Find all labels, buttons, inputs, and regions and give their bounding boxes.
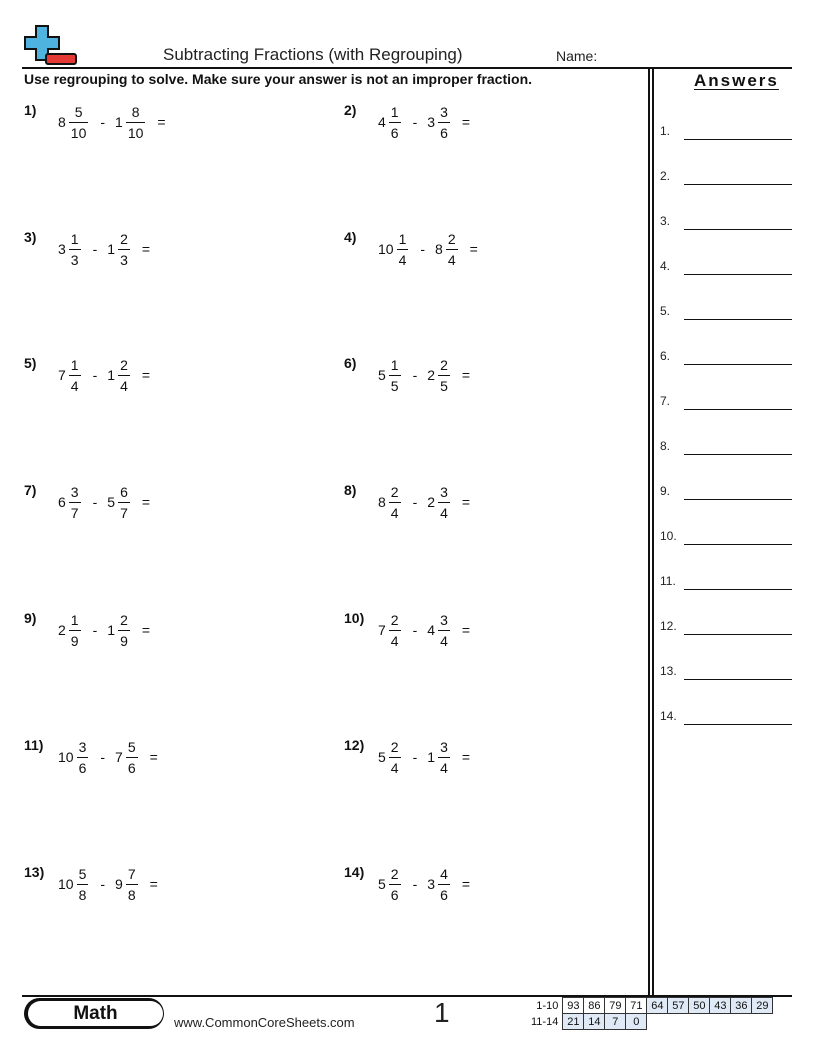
answer-number: 11. [660,574,676,588]
equals-sign: = [461,622,471,638]
problem-item [344,610,644,660]
answer-blank-line[interactable] [684,454,792,455]
problem-expression [378,864,470,904]
score-cell: 93 [563,998,584,1014]
answer-row [660,300,792,320]
answer-row [660,255,792,275]
score-cell: 7 [605,1014,626,1030]
denominator: 7 [118,502,130,520]
fraction [118,358,130,393]
answer-number: 1. [660,124,671,138]
divider-line [652,67,654,996]
fraction [438,358,450,393]
fraction [69,232,81,267]
score-cell: 86 [584,998,605,1014]
score-cell: 36 [731,998,752,1014]
score-table [528,997,773,1030]
numerator: 3 [440,611,448,628]
problem-number: 13) [24,864,45,880]
numerator: 1 [390,103,399,120]
denominator: 5 [438,375,450,393]
equals-sign: = [461,876,471,892]
answer-row [660,345,792,365]
answer-row [660,660,792,680]
answer-blank-line[interactable] [684,544,792,545]
name-label: Name: [556,48,598,64]
numerator: 2 [390,611,399,628]
numerator: 1 [390,356,399,373]
score-cell: 29 [752,998,773,1014]
minus-sign: - [420,241,426,257]
answer-number: 7. [660,394,671,408]
problem-number: 9) [24,610,37,626]
whole-number: 8 [58,114,66,130]
minus-sign: - [412,494,418,510]
fraction [69,105,89,140]
answers-heading: Answers [694,71,779,90]
numerator: 1 [398,230,407,247]
whole-number: 4 [427,622,436,638]
whole-number: 2 [427,367,436,383]
fraction [438,105,450,140]
score-cell: 14 [584,1014,605,1030]
score-range-label: 1-10 [536,999,559,1012]
score-row [528,998,773,1014]
answer-row [660,435,792,455]
problem-number: 12) [344,737,365,753]
problem-number: 7) [24,482,37,498]
denominator: 6 [438,122,450,140]
numerator: 2 [390,483,399,500]
denominator: 6 [438,884,450,902]
worksheet-title: Subtracting Fractions (with Regrouping) [163,45,463,64]
problem-expression [378,355,470,395]
answer-number: 3. [660,214,671,228]
denominator: 4 [389,630,401,648]
problem-number: 14) [344,864,365,880]
score-cell: 21 [563,1014,584,1030]
answer-number: 6. [660,349,671,363]
answer-number: 4. [660,259,671,273]
whole-number: 6 [58,494,66,510]
numerator: 1 [70,356,79,373]
answer-blank-line[interactable] [684,679,792,680]
numerator: 1 [70,230,79,247]
problem-expression [378,482,470,522]
answer-blank-line[interactable] [684,364,792,365]
fraction [118,613,130,648]
denominator: 6 [126,757,138,775]
minus-sign: - [92,622,98,638]
fraction [389,358,401,393]
whole-number: 9 [115,876,123,892]
equals-sign: = [461,114,471,130]
equals-sign: = [157,114,166,130]
denominator: 4 [389,502,401,520]
answer-number: 8. [660,439,671,453]
page-number: 1 [434,997,450,1028]
subject-label: Math [28,1001,163,1026]
fraction [389,867,401,902]
whole-number: 1 [107,622,116,638]
minus-sign: - [412,114,418,130]
problem-number: 3) [24,229,37,245]
denominator: 4 [438,630,450,648]
score-cell: 64 [647,998,668,1014]
denominator: 6 [389,122,401,140]
problem-expression [378,102,470,142]
answer-row [660,210,792,230]
denominator: 3 [69,249,81,267]
numerator: 5 [78,865,87,882]
numerator: 3 [440,483,448,500]
problem-expression [58,610,150,650]
problem-expression [58,229,150,269]
problem-number: 1) [24,102,37,118]
fraction [69,613,81,648]
whole-number: 5 [378,749,386,765]
whole-number: 5 [378,876,386,892]
answer-number: 13. [660,664,677,678]
divider-line [648,67,650,996]
whole-number: 3 [427,114,436,130]
equals-sign: = [461,494,471,510]
whole-number: 10 [378,241,394,257]
fraction [118,232,130,267]
answer-blank-line[interactable] [684,634,792,635]
denominator: 4 [438,502,450,520]
minus-sign: - [100,876,106,892]
answer-number: 5. [660,304,671,318]
answer-row [660,525,792,545]
problem-number: 10) [344,610,365,626]
denominator: 10 [126,122,146,140]
equals-sign: = [461,749,471,765]
numerator: 3 [440,738,448,755]
fraction [69,358,81,393]
denominator: 6 [77,757,89,775]
fraction [389,613,401,648]
problem-item [24,355,324,405]
numerator: 7 [127,865,136,882]
score-cell: 0 [626,1014,647,1030]
instructions: Use regrouping to solve. Make sure your answer is not an improper fraction. [24,71,533,87]
fraction [126,867,138,902]
denominator: 9 [118,630,130,648]
minus-sign: - [412,876,418,892]
whole-number: 10 [58,876,74,892]
fraction [389,485,401,520]
problem-expression [58,482,150,522]
problem-number: 2) [344,102,357,118]
minus-sign: - [100,114,106,130]
whole-number: 5 [378,367,386,383]
fraction [69,485,81,520]
denominator: 9 [69,630,81,648]
problem-item [344,229,644,279]
minus-sign: - [92,367,98,383]
whole-number: 1 [115,114,123,130]
numerator: 3 [70,483,79,500]
problem-number: 5) [24,355,37,371]
answer-blank-line[interactable] [684,229,792,230]
website-text: www.CommonCoreSheets.com [174,1015,355,1030]
answer-blank-line[interactable] [684,724,792,725]
denominator: 10 [69,122,89,140]
fraction [397,232,409,267]
answer-blank-line[interactable] [684,139,792,140]
fraction [389,740,401,775]
whole-number: 8 [435,241,443,257]
minus-sign: - [92,241,98,257]
problem-expression [58,737,158,777]
whole-number: 3 [58,241,66,257]
problem-expression [378,610,470,650]
answer-number: 14. [660,709,677,723]
problem-item [344,864,644,914]
problem-item [24,229,324,279]
whole-number: 4 [378,114,386,130]
numerator: 2 [120,356,128,373]
whole-number: 2 [427,494,436,510]
equals-sign: = [141,622,151,638]
denominator: 8 [77,884,89,902]
minus-sign: - [92,494,98,510]
minus-sign: - [412,367,418,383]
equals-sign: = [141,367,151,383]
fraction [118,485,130,520]
denominator: 6 [389,884,401,902]
equals-sign: = [141,494,151,510]
answer-number: 9. [660,484,671,498]
denominator: 4 [438,757,450,775]
denominator: 7 [69,502,81,520]
fraction [438,867,450,902]
score-range-label: 11-14 [531,1015,559,1028]
top-rule [22,67,792,69]
numerator: 8 [131,103,140,120]
numerator: 4 [440,865,448,882]
problem-expression [58,864,158,904]
numerator: 2 [390,738,399,755]
whole-number: 3 [427,876,436,892]
answer-number: 2. [660,169,671,183]
numerator: 3 [440,103,448,120]
problem-number: 8) [344,482,357,498]
score-cell: 79 [605,998,626,1014]
fraction [77,740,89,775]
fraction [126,105,146,140]
numerator: 2 [120,230,128,247]
answer-blank-line[interactable] [684,409,792,410]
whole-number: 2 [58,622,66,638]
problem-expression [58,102,166,142]
answer-number: 10. [660,529,677,543]
problem-item [24,102,324,152]
answer-row [660,705,792,725]
problem-item [24,864,324,914]
whole-number: 1 [427,749,436,765]
problem-item [344,482,644,532]
answer-row [660,480,792,500]
minus-sign: - [412,622,418,638]
minus-sign: - [100,749,106,765]
score-row [528,1014,773,1030]
whole-number: 8 [378,494,386,510]
numerator: 2 [120,611,128,628]
answer-number: 12. [660,619,677,633]
answer-blank-line[interactable] [684,274,792,275]
fraction [389,105,401,140]
equals-sign: = [149,876,158,892]
denominator: 8 [126,884,138,902]
numerator: 2 [440,356,448,373]
score-cell: 57 [668,998,689,1014]
whole-number: 5 [107,494,116,510]
problem-number: 11) [24,737,44,753]
answer-blank-line[interactable] [684,184,792,185]
numerator: 5 [74,103,83,120]
denominator: 4 [446,249,458,267]
numerator: 1 [70,611,79,628]
equals-sign: = [149,749,158,765]
problem-item [344,737,644,787]
minus-sign: - [412,749,418,765]
denominator: 4 [389,757,401,775]
answer-blank-line[interactable] [684,589,792,590]
fraction [438,485,450,520]
denominator: 4 [69,375,81,393]
problem-expression [58,355,150,395]
problem-item [24,482,324,532]
equals-sign: = [141,241,151,257]
denominator: 3 [118,249,130,267]
problem-item [344,355,644,405]
problem-number: 6) [344,355,357,371]
fraction [77,867,89,902]
problem-item [24,610,324,660]
fraction [438,613,450,648]
problem-item [344,102,644,152]
whole-number: 1 [107,367,116,383]
equals-sign: = [461,367,471,383]
whole-number: 7 [378,622,386,638]
numerator: 6 [120,483,128,500]
whole-number: 7 [58,367,66,383]
logo-plus-minus-icon [22,24,80,68]
fraction [446,232,458,267]
numerator: 2 [447,230,456,247]
answer-row [660,570,792,590]
answer-blank-line[interactable] [684,499,792,500]
problem-item [24,737,324,787]
answer-blank-line[interactable] [684,319,792,320]
score-cell: 50 [689,998,710,1014]
answer-row [660,390,792,410]
fraction [126,740,138,775]
fraction [438,740,450,775]
numerator: 2 [390,865,399,882]
score-cell: 71 [626,998,647,1014]
problem-expression [378,229,478,269]
whole-number: 1 [107,241,116,257]
whole-number: 7 [115,749,123,765]
answer-row [660,120,792,140]
whole-number: 10 [58,749,74,765]
denominator: 4 [397,249,409,267]
score-cell: 43 [710,998,731,1014]
numerator: 3 [78,738,87,755]
answer-row [660,615,792,635]
problem-expression [378,737,470,777]
problem-number: 4) [344,229,357,245]
equals-sign: = [469,241,478,257]
numerator: 5 [127,738,136,755]
denominator: 4 [118,375,130,393]
answer-row [660,165,792,185]
denominator: 5 [389,375,401,393]
